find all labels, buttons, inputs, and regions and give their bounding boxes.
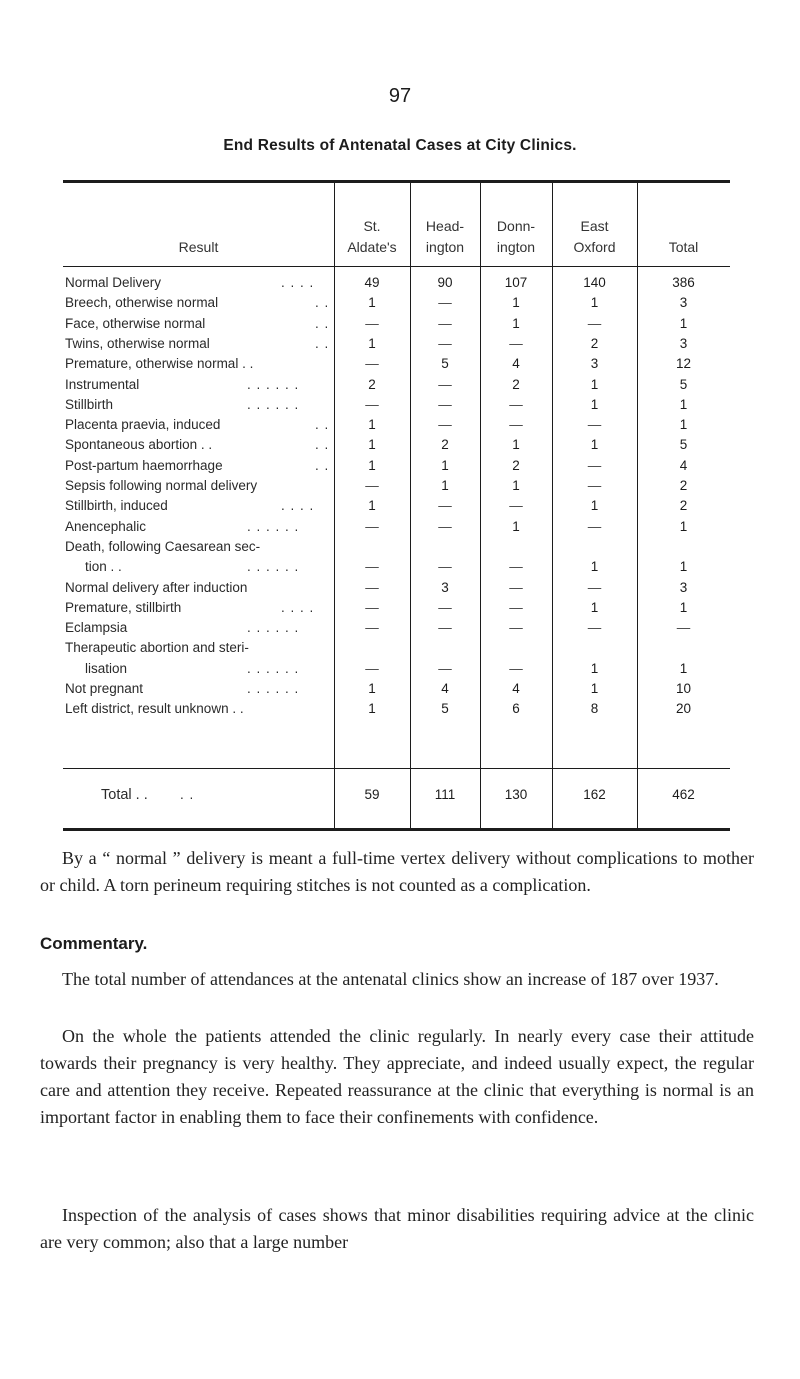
table-cell: —	[365, 579, 379, 595]
row-leader-dots: . .	[315, 437, 330, 453]
row-leader-dots: . . . . . .	[247, 518, 300, 534]
row-label: Face, otherwise normal	[65, 315, 206, 331]
table-cell: —	[438, 376, 452, 392]
table-row	[63, 275, 730, 295]
total-label: Total . .	[101, 787, 148, 803]
table-cell: 386	[672, 275, 695, 290]
row-label: Normal Delivery	[65, 275, 162, 290]
row-label: Stillbirth, induced	[65, 498, 168, 514]
table-cell: 1	[368, 457, 376, 473]
row-label: Death, following Caesarean sec-	[65, 538, 261, 554]
table-cell: 3	[679, 579, 688, 595]
table-cell: 8	[590, 701, 599, 717]
total-cell: 111	[434, 787, 456, 802]
table-cell: 1	[368, 681, 376, 696]
table-cell: —	[438, 335, 452, 351]
row-label: Instrumental	[65, 376, 140, 392]
table-cell: —	[587, 315, 602, 331]
table-cell: 140	[583, 275, 606, 290]
table-cell: 1	[590, 660, 599, 676]
row-label: Therapeutic abortion and steri-	[65, 640, 249, 656]
row-leader-dots: . .	[315, 315, 330, 331]
table-cell: 1	[679, 660, 688, 676]
table-cell: 2	[679, 498, 688, 514]
row-leader-dots: . .	[315, 335, 330, 351]
table-cell: 1	[679, 315, 688, 331]
row-label: Premature, otherwise normal . .	[65, 356, 254, 372]
row-label: Breech, otherwise normal	[65, 295, 219, 311]
table-row	[63, 316, 730, 336]
table-cell: —	[365, 315, 379, 331]
table-cell: 1	[590, 498, 599, 514]
table-cell: 3	[679, 295, 688, 311]
row-label: Spontaneous abortion . .	[65, 437, 213, 453]
header-donnington: Donn- ington	[496, 218, 536, 255]
row-label-continued: lisation	[85, 660, 128, 676]
table-cell: —	[365, 559, 379, 575]
row-label: Anencephalic	[65, 518, 147, 534]
commentary-paragraph: On the whole the patients attended the clinic regularly. In nearly every case their attitude towards their pregnancy is very healthy. They appreciate, and indeed usually expect, the regular care and attention they receive. Repeated reassurance at the clinic that everything is normal is an important factor in enabling them to face their confinements with confidence.	[40, 1026, 754, 1127]
table-cell: —	[438, 559, 452, 575]
table-cell: —	[509, 559, 523, 575]
table-cell: —	[365, 599, 379, 615]
table-cell: 5	[679, 376, 688, 392]
table-row	[63, 417, 730, 437]
table-cell: 5	[679, 437, 688, 453]
table-cell: 90	[437, 275, 453, 290]
header-rule	[63, 266, 730, 267]
table-cell: 2	[679, 478, 688, 493]
table-cell: 12	[675, 356, 692, 372]
table-cell: 1	[512, 437, 520, 453]
table-cell: 2	[512, 457, 520, 473]
table-cell: 1	[590, 295, 599, 311]
row-leader-dots: . .	[315, 417, 330, 433]
total-cell: 462	[672, 787, 695, 802]
table-cell: 1	[441, 478, 449, 493]
table-cell: 3	[590, 356, 599, 372]
table-cell: 2	[590, 335, 599, 351]
table-cell: 1	[368, 498, 376, 514]
table-cell: —	[509, 599, 523, 615]
table-cell: —	[509, 620, 523, 636]
header-total: Total	[668, 239, 699, 255]
row-leader-dots: . . . . . .	[247, 660, 300, 676]
row-leader-dots: . .	[315, 295, 330, 311]
table-row	[63, 539, 730, 580]
header-headington: Head- ington	[425, 218, 465, 255]
table-bottom-rule	[63, 828, 730, 831]
row-label: Twins, otherwise normal	[65, 335, 210, 351]
table-cell: —	[587, 579, 602, 595]
table-cell: 1	[679, 417, 688, 433]
row-label: Left district, result unknown . .	[65, 701, 244, 717]
table-top-rule	[63, 180, 730, 183]
total-cell: 162	[583, 787, 606, 802]
commentary-paragraph: Inspection of the analysis of cases shows that minor disabilities requiring advice at the clinic are very common; also that a large number	[40, 1205, 754, 1252]
row-leader-dots: . . . .	[281, 498, 315, 514]
table-cell: 2	[368, 376, 376, 392]
total-cell: 130	[504, 787, 528, 802]
table-cell: 1	[368, 335, 376, 351]
page-number: 97	[388, 85, 412, 107]
table-cell: 3	[679, 335, 688, 351]
table-cell: 10	[675, 681, 692, 696]
row-leader-dots: . . . . . .	[247, 396, 300, 412]
table-cell: 1	[590, 599, 599, 615]
table-cell: 107	[504, 275, 528, 290]
table-cell: —	[676, 620, 691, 636]
table-cell: —	[509, 335, 523, 351]
table-cell: —	[587, 518, 602, 534]
table-cell: —	[509, 579, 523, 595]
table-cell: —	[509, 417, 523, 433]
table-cell: 1	[590, 559, 599, 575]
header-st-aldates: St. Aldate's	[347, 218, 397, 255]
table-cell: 1	[441, 457, 449, 473]
table-cell: 2	[441, 437, 449, 453]
table-cell: 5	[441, 356, 449, 372]
table-cell: —	[365, 478, 379, 493]
row-label-continued: tion . .	[85, 559, 122, 575]
table-cell: —	[509, 396, 523, 412]
table-cell: 4	[512, 356, 520, 372]
table-cell: —	[365, 396, 379, 412]
table-row	[63, 356, 730, 376]
table-row	[63, 580, 730, 600]
row-leader-dots: . . . .	[281, 599, 315, 615]
row-leader-dots: . . . . . .	[247, 620, 300, 636]
table-row	[63, 600, 730, 620]
row-label: Premature, stillbirth	[65, 599, 182, 615]
row-label: Eclampsia	[65, 620, 128, 636]
table-cell: 1	[512, 518, 520, 534]
table-cell: —	[509, 660, 523, 676]
table-cell: 3	[441, 579, 449, 595]
table-cell: 6	[512, 701, 520, 717]
table-cell: —	[438, 396, 452, 412]
table-cell: —	[365, 660, 379, 676]
table-cell: 5	[441, 701, 449, 717]
table-cell: —	[438, 498, 452, 514]
table-row	[63, 701, 730, 721]
table-cell: —	[509, 498, 523, 514]
table-cell: 1	[679, 518, 688, 534]
total-rule	[63, 768, 730, 769]
row-leader-dots: . . . . . .	[247, 376, 300, 392]
row-leader-dots: . .	[315, 457, 330, 473]
table-cell: 1	[368, 295, 376, 311]
table-cell: 1	[512, 295, 520, 311]
table-row	[63, 336, 730, 356]
table-cell: 1	[368, 437, 376, 453]
table-row	[63, 458, 730, 478]
table-cell: 1	[590, 396, 599, 412]
total-row	[63, 787, 730, 808]
table-cell: 1	[368, 701, 376, 717]
row-leader-dots: . . . .	[281, 275, 315, 290]
table-cell: 1	[512, 478, 520, 493]
row-label: Normal delivery after induction	[65, 579, 248, 595]
table-row	[63, 681, 730, 701]
table-cell: 49	[364, 275, 380, 290]
row-leader-dots: . . . . . .	[247, 559, 300, 575]
table-cell: 4	[512, 681, 520, 696]
row-label: Post-partum haemorrhage	[65, 457, 223, 473]
table-cell: —	[365, 620, 379, 636]
table-cell: 1	[368, 417, 376, 433]
table-row	[63, 397, 730, 417]
table-row	[63, 377, 730, 397]
table-cell: —	[438, 518, 452, 534]
definition-note: By a “ normal ” delivery is meant a full-time vertex delivery without complications to mother or child. A torn perineum requiring stitches is not counted as a complication.	[40, 848, 754, 895]
table-row	[63, 620, 730, 640]
table-cell: —	[438, 417, 452, 433]
table-row	[63, 498, 730, 518]
table-cell: —	[587, 457, 602, 473]
header-result: Result	[178, 239, 219, 255]
row-leader-dots: . . . . . .	[247, 681, 300, 696]
row-label: Sepsis following normal delivery	[65, 478, 258, 493]
table-cell: —	[365, 356, 379, 372]
table-row	[63, 437, 730, 457]
row-label: Not pregnant	[65, 681, 144, 696]
table-cell: 20	[675, 701, 692, 717]
table-row	[63, 640, 730, 681]
table-cell: —	[438, 315, 452, 331]
table-cell: —	[587, 620, 602, 636]
total-leader: . .	[180, 787, 195, 802]
table-cell: —	[438, 620, 452, 636]
table-cell: —	[438, 660, 452, 676]
table-cell: 1	[679, 396, 688, 412]
table-cell: 1	[679, 559, 688, 575]
header-east-oxford: East Oxford	[573, 218, 616, 255]
total-cell: 59	[364, 787, 380, 802]
commentary-paragraph: The total number of attendances at the antenatal clinics show an increase of 187 over 1937.	[62, 969, 719, 989]
table-title: End Results of Antenatal Cases at City Clinics.	[223, 137, 577, 154]
table-row	[63, 519, 730, 539]
commentary-heading: Commentary.	[40, 934, 148, 953]
table-cell: 1	[590, 681, 599, 696]
row-label: Stillbirth	[65, 396, 114, 412]
table-row	[63, 478, 730, 498]
table-cell: 1	[590, 437, 599, 453]
table-cell: —	[587, 478, 602, 493]
table-cell: 4	[679, 457, 688, 473]
row-label: Placenta praevia, induced	[65, 417, 221, 433]
table-cell: —	[587, 417, 602, 433]
table-cell: 2	[512, 376, 520, 392]
table-cell: 1	[512, 315, 520, 331]
table-cell: —	[365, 518, 379, 534]
table-cell: —	[438, 599, 452, 615]
table-cell: 4	[441, 681, 449, 696]
table-row	[63, 295, 730, 315]
table-cell: 1	[679, 599, 688, 615]
table-cell: 1	[590, 376, 599, 392]
table-cell: —	[438, 295, 452, 311]
